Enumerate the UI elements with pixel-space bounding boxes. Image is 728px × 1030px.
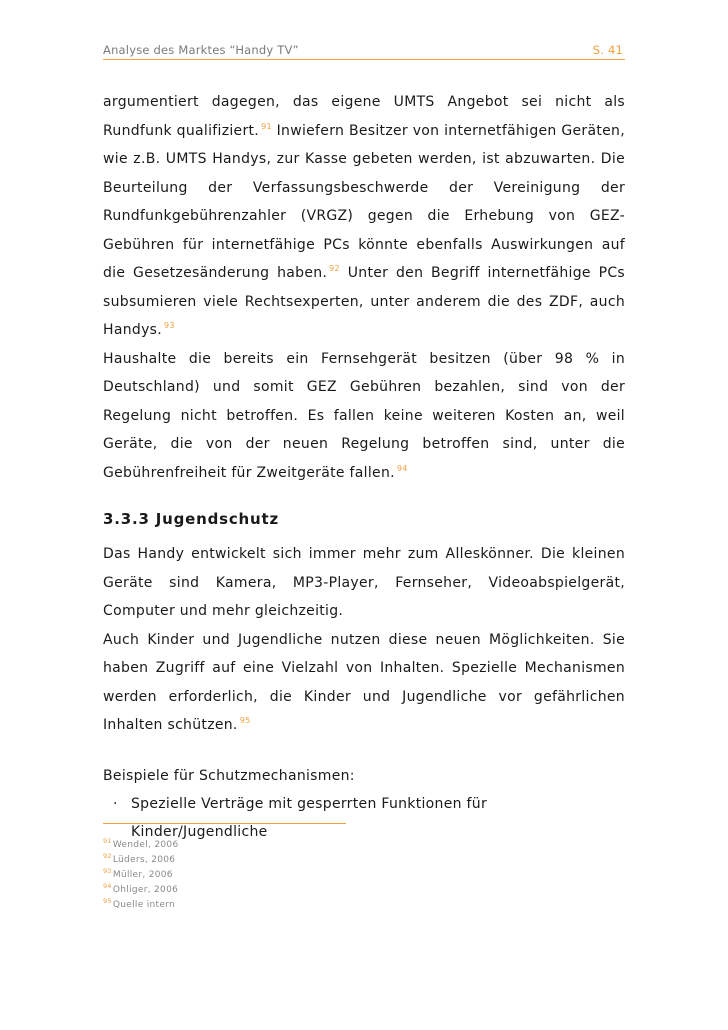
bullet-icon: · [113, 795, 118, 812]
paragraph-gez [103, 88, 625, 345]
footnote-number: 91 [103, 837, 112, 845]
footnote-number: 93 [103, 867, 112, 875]
paragraph-text: Haushalte die bereits ein Fernsehgerät besitzen (über 98 % in Deutschland) und somit GEZ Gebühren bezahlen, sind von der Regelung nicht betroffen. Es fallen keine weiteren Kosten an, weil Geräte, die von der neuen Regelung betroffen sind, unter die Gebührenfreiheit für Zweitgeräte fallen. [103, 350, 625, 481]
page-header [103, 40, 625, 58]
footnote-number: 92 [103, 852, 112, 860]
document-title: Analyse des Marktes “Handy TV” [103, 43, 299, 57]
footnotes [103, 836, 503, 911]
paragraph-households [103, 345, 625, 488]
paragraph-alleskoenner: Das Handy entwickelt sich immer mehr zum Alleskönner. Die kleinen Geräte sind Kamera, MP3-Player, Fernseher, Videoabspielgerät, Computer und mehr gleichzeitig. [103, 546, 625, 619]
page-body [103, 88, 625, 846]
list-item-text: Spezielle Verträge mit gesperrten Funktionen für Kinder/Jugendliche [131, 795, 488, 840]
footnote-text: Ohliger, 2006 [112, 885, 179, 895]
section-heading: 3.3.3 Jugendschutz [103, 510, 279, 528]
footnote-ref-92[interactable]: 92 [329, 264, 340, 274]
footnote-divider [103, 823, 346, 824]
footnote-text: Müller, 2006 [112, 870, 173, 880]
footnote-ref-95[interactable]: 95 [239, 716, 251, 726]
footnote-number: 94 [103, 882, 112, 890]
footnote-text: Lüders, 2006 [112, 855, 176, 865]
page-number: S. 41 [592, 43, 623, 57]
paragraph-text: Unter den Begriff internetfähige PCs subsumieren viele Rechtsexperten, unter anderem die des ZDF, auch Handys. [103, 265, 625, 338]
footnote-item [103, 851, 503, 866]
footnote-ref-93[interactable]: 93 [164, 321, 175, 331]
footnote-ref-91[interactable]: 91 [261, 121, 272, 131]
footnote-item [103, 866, 503, 881]
paragraph-text: Inwiefern Besitzer von internetfähigen Geräten, wie z.B. UMTS Handys, zur Kasse gebeten werden, ist abzuwarten. Die Beurteilung der Verfassungsbeschwerde der Vereinigung der Rundfunkgebührenzahler (VRGZ) gegen die Erhebung von GEZ-Gebühren für internetfähige PCs könnte ebenfalls Auswirkungen auf die Gesetzesänderung haben. [103, 122, 625, 281]
paragraph-text: argumentiert dagegen, das eigene UMTS Angebot sei nicht als Rundfunk qualifiziert. [103, 94, 625, 139]
header-divider [103, 59, 625, 60]
footnote-text: Wendel, 2006 [112, 840, 179, 850]
spacer [103, 740, 625, 762]
footnote-number: 95 [103, 897, 112, 905]
footnote-item [103, 836, 503, 851]
footnote-ref-94[interactable]: 94 [396, 463, 408, 473]
paragraph-text: Auch Kinder und Jugendliche nutzen diese neuen Möglichkeiten. Sie haben Zugriff auf eine Vielzahl von Inhalten. Spezielle Mechanismen werden erforderlich, die Kinder und Jugendliche vor gefährlichen Inhalten schützen. [103, 631, 625, 733]
footnote-text: Quelle intern [112, 900, 176, 910]
footnote-item [103, 896, 503, 911]
list-heading: Beispiele für Schutzmechanismen: [103, 767, 355, 784]
footnote-item [103, 881, 503, 896]
paragraph-kinder [103, 626, 625, 740]
